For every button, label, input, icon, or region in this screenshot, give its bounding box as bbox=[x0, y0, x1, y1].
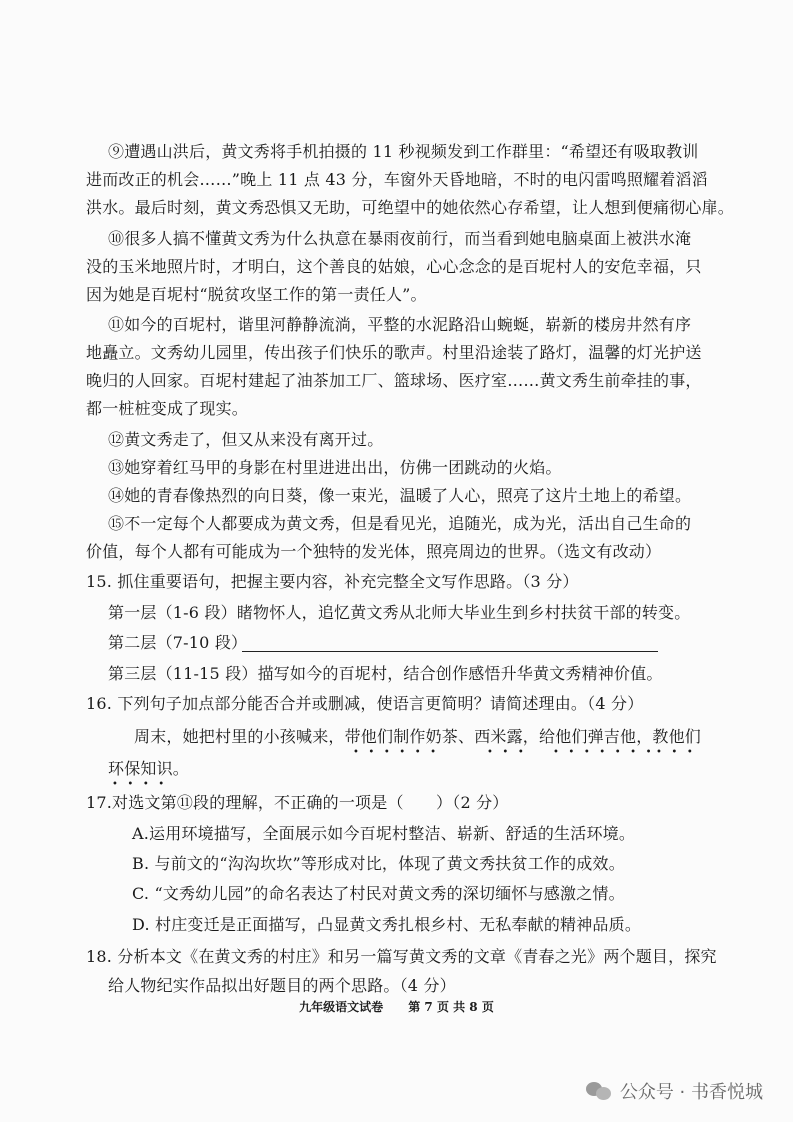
question-17-option-b[interactable]: B. 与前文的“沟沟坎坎”等形成对比，体现了黄文秀扶贫工作的成效。 bbox=[132, 854, 625, 873]
question-16-sentence-line-2: 环保知识。 bbox=[108, 759, 190, 778]
paragraph-13: ⑬她穿着红马甲的身影在村里进进出出，仿佛一团跳动的火焰。 bbox=[108, 458, 562, 477]
question-17-prompt: 17.对选文第⑪段的理解，不正确的一项是（ ）（2 分） bbox=[86, 793, 509, 812]
question-15-answer-blank[interactable] bbox=[242, 651, 658, 652]
emphasis-dots-3: • • • • • • • bbox=[553, 747, 652, 758]
question-18-prompt-line-2: 给人物纪实作品拟出好题目的两个思路。（4 分） bbox=[108, 976, 456, 995]
paragraph-9-line-3: 洪水。最后时刻，黄文秀恐惧又无助，可绝望中的她依然心存希望，让人想到便痛彻心扉。 bbox=[86, 198, 735, 217]
question-18-prompt-line-1: 18. 分析本文《在黄文秀的村庄》和另一篇写黄文秀的文章《青春之光》两个题目，探究 bbox=[86, 947, 717, 966]
paragraph-12: ⑫黄文秀走了，但又从来没有离开过。 bbox=[108, 430, 384, 449]
watermark-text: 公众号 · 书香悦城 bbox=[619, 1082, 763, 1103]
question-16-prompt: 16. 下列句子加点部分能否合并或删减，使语言更简明？请简述理由。（4 分） bbox=[86, 694, 644, 713]
paragraph-9-line-1: ⑨遭遇山洪后，黄文秀将手机拍摄的 11 秒视频发到工作群里：“希望还有吸取教训 bbox=[108, 142, 699, 161]
question-15-layer-1: 第一层（1-6 段）睹物怀人，追忆黄文秀从北师大毕业生到乡村扶贫干部的转变。 bbox=[108, 603, 691, 622]
paragraph-14: ⑭她的青春像热烈的向日葵，像一束光，温暖了人心，照亮了这片土地上的希望。 bbox=[108, 486, 692, 505]
paragraph-15-line-1: ⑮不一定每个人都要成为黄文秀，但是看见光，追随光，成为光，活出自己生命的 bbox=[108, 514, 692, 533]
paragraph-11-line-1: ⑪如今的百坭村，谐里河静静流淌，平整的水泥路沿山蜿蜒，崭新的楼房井然有序 bbox=[108, 315, 692, 334]
question-17-option-d[interactable]: D. 村庄变迁是正面描写，凸显黄文秀扎根乡村、无私奉献的精神品质。 bbox=[132, 915, 642, 934]
question-15-prompt: 15. 抓住重要语句，把握主要内容，补充完整全文写作思路。（3 分） bbox=[86, 572, 579, 591]
emphasis-dots-4: • • • bbox=[656, 747, 693, 758]
question-16-sentence-line-1: 周末，她把村里的小孩喊来，带他们制作奶茶、西米露，给他们弹吉他，教他们 bbox=[134, 727, 702, 746]
question-15-layer-2-label: 第二层（7-10 段） bbox=[108, 633, 248, 652]
paragraph-15-line-2: 价值，每个人都有可能成为一个独特的发光体，照亮周边的世界。（选文有改动） bbox=[86, 542, 662, 561]
paragraph-11-line-2: 地矗立。文秀幼儿园里，传出孩子们快乐的歌声。村里沿途装了路灯，温馨的灯光护送 bbox=[86, 343, 702, 362]
emphasis-dots-5: • • • • bbox=[112, 779, 165, 790]
emphasis-dots-2: • • • bbox=[487, 747, 524, 758]
wechat-icon bbox=[586, 1080, 612, 1102]
question-17-option-a[interactable]: A.运用环境描写，全面展示如今百坭村整洁、崭新、舒适的生活环境。 bbox=[132, 824, 636, 843]
question-15-layer-3: 第三层（11-15 段）描写如今的百坭村，结合创作感悟升华黄文秀精神价值。 bbox=[108, 664, 663, 683]
watermark bbox=[586, 1078, 763, 1104]
paragraph-10-line-2: 没的玉米地照片时，才明白，这个善良的姑娘，心心念念的是百坭村人的安危幸福，只 bbox=[86, 257, 702, 276]
paragraph-11-line-4: 都一桩桩变成了现实。 bbox=[86, 399, 249, 418]
paragraph-9-line-2: 进而改正的机会……”晚上 11 点 43 分，车窗外天昏地暗，不时的电闪雷鸣照耀着滔滔 bbox=[86, 170, 708, 189]
page-footer bbox=[0, 998, 793, 1015]
paragraph-10-line-3: 因为她是百坭村“脱贫攻坚工作的第一责任人”。 bbox=[86, 285, 427, 304]
paragraph-10-line-1: ⑩很多人搞不懂黄文秀为什么执意在暴雨夜前行，而当看到她电脑桌面上被洪水淹 bbox=[108, 229, 692, 248]
emphasis-dots-1: • • • • • • bbox=[353, 747, 437, 758]
footer-exam-title: 九年级语文试卷 bbox=[299, 1000, 384, 1014]
footer-page-number: 第 7 页 共 8 页 bbox=[408, 1000, 494, 1014]
paragraph-11-line-3: 晚归的人回家。百坭村建起了油茶加工厂、篮球场、医疗室……黄文秀生前牵挂的事， bbox=[86, 371, 702, 390]
question-17-option-c[interactable]: C. “文秀幼儿园”的命名表达了村民对黄文秀的深切缅怀与感激之情。 bbox=[132, 884, 625, 903]
